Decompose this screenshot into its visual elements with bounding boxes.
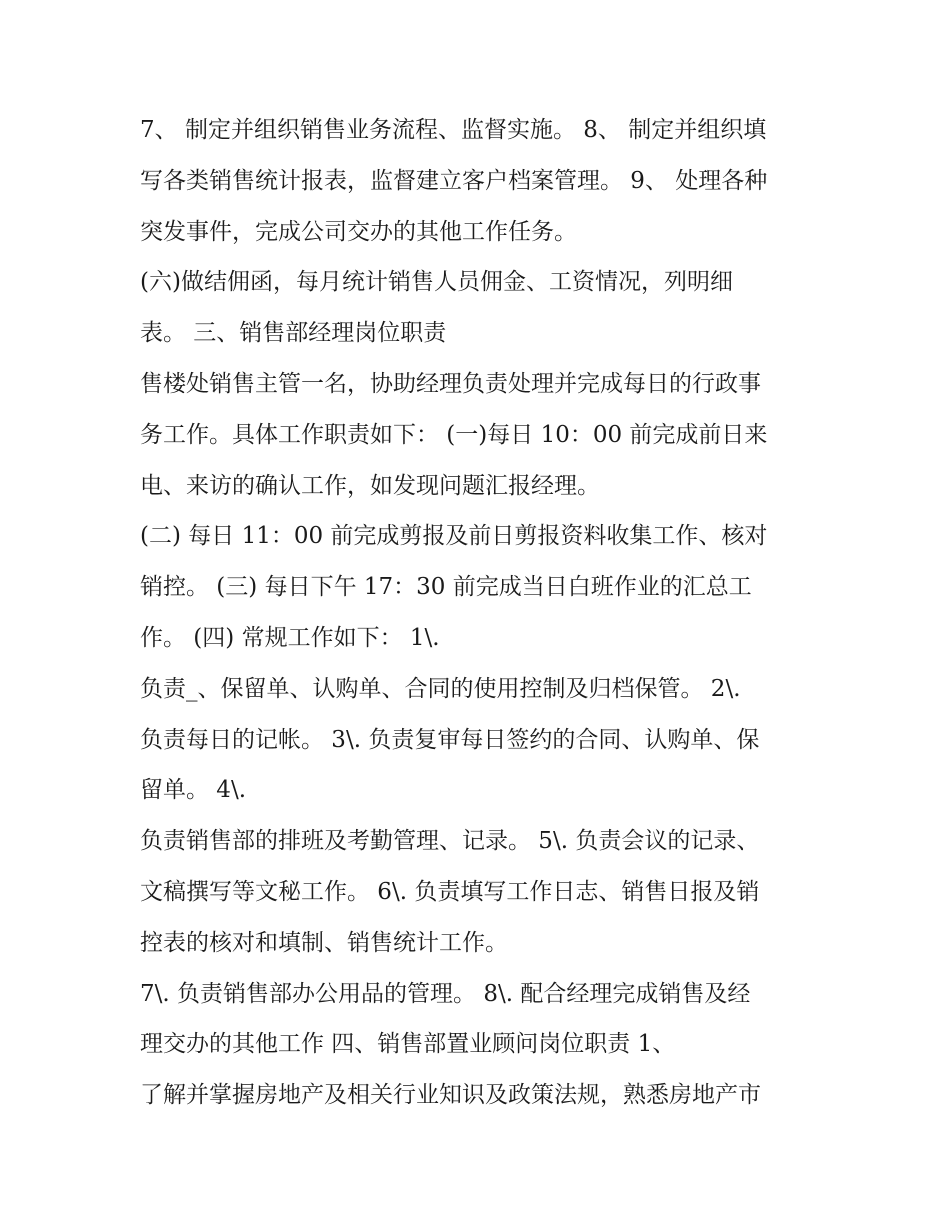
text-line: 售楼处销售主管一名，协助经理负责处理并完成每日的行政事 — [140, 370, 761, 397]
text-line: (二) 每日 11：00 前完成剪报及前日剪报资料收集工作、核对 — [140, 523, 768, 550]
text-line: 7\. 负责销售部办公用品的管理。 8\. 配合经理完成销售及经 — [140, 980, 751, 1007]
text-line: 销控。 (三) 每日下午 17：30 前完成当日白班作业的汇总工 — [140, 574, 752, 601]
text-line: 文稿撰写等文秘工作。 6\. 负责填写工作日志、销售日报及销 — [140, 878, 760, 905]
text-line: (六)做结佣函，每月统计销售人员佣金、工资情况，列明细 — [140, 269, 733, 296]
text-line: 负责_、保留单、认购单、合同的使用控制及归档保管。 2\. — [140, 675, 741, 702]
text-line: 留单。 4\. — [140, 777, 247, 804]
text-line: 突发事件，完成公司交办的其他工作任务。 — [140, 218, 577, 245]
text-line: 表。 三、销售部经理岗位职责 — [140, 320, 447, 347]
text-line: 负责销售部的排班及考勤管理、记录。 5\. 负责会议的记录、 — [140, 828, 760, 855]
text-line: 7、 制定并组织销售业务流程、监督实施。 8、 制定并组织填 — [140, 117, 767, 143]
text-line: 负责每日的记帐。 3\. 负责复审每日签约的合同、认购单、保 — [140, 726, 760, 753]
text-line: 作。 (四) 常规工作如下： 1\. — [140, 624, 440, 651]
text-line: 务工作。具体工作职责如下： (一)每日 10：00 前完成前日来 — [140, 421, 768, 448]
text-line: 了解并掌握房地产及相关行业知识及政策法规，熟悉房地产市 — [140, 1082, 761, 1109]
text-line: 写各类销售统计报表，监督建立客户档案管理。 9、 处理各种 — [140, 167, 768, 194]
document-body — [140, 110, 820, 1126]
text-line: 电、来访的确认工作，如发现问题汇报经理。 — [140, 472, 600, 499]
text-line: 理交办的其他工作 四、销售部置业顾问岗位职责 1、 — [140, 1031, 676, 1058]
text-line: 控表的核对和填制、销售统计工作。 — [140, 929, 508, 956]
